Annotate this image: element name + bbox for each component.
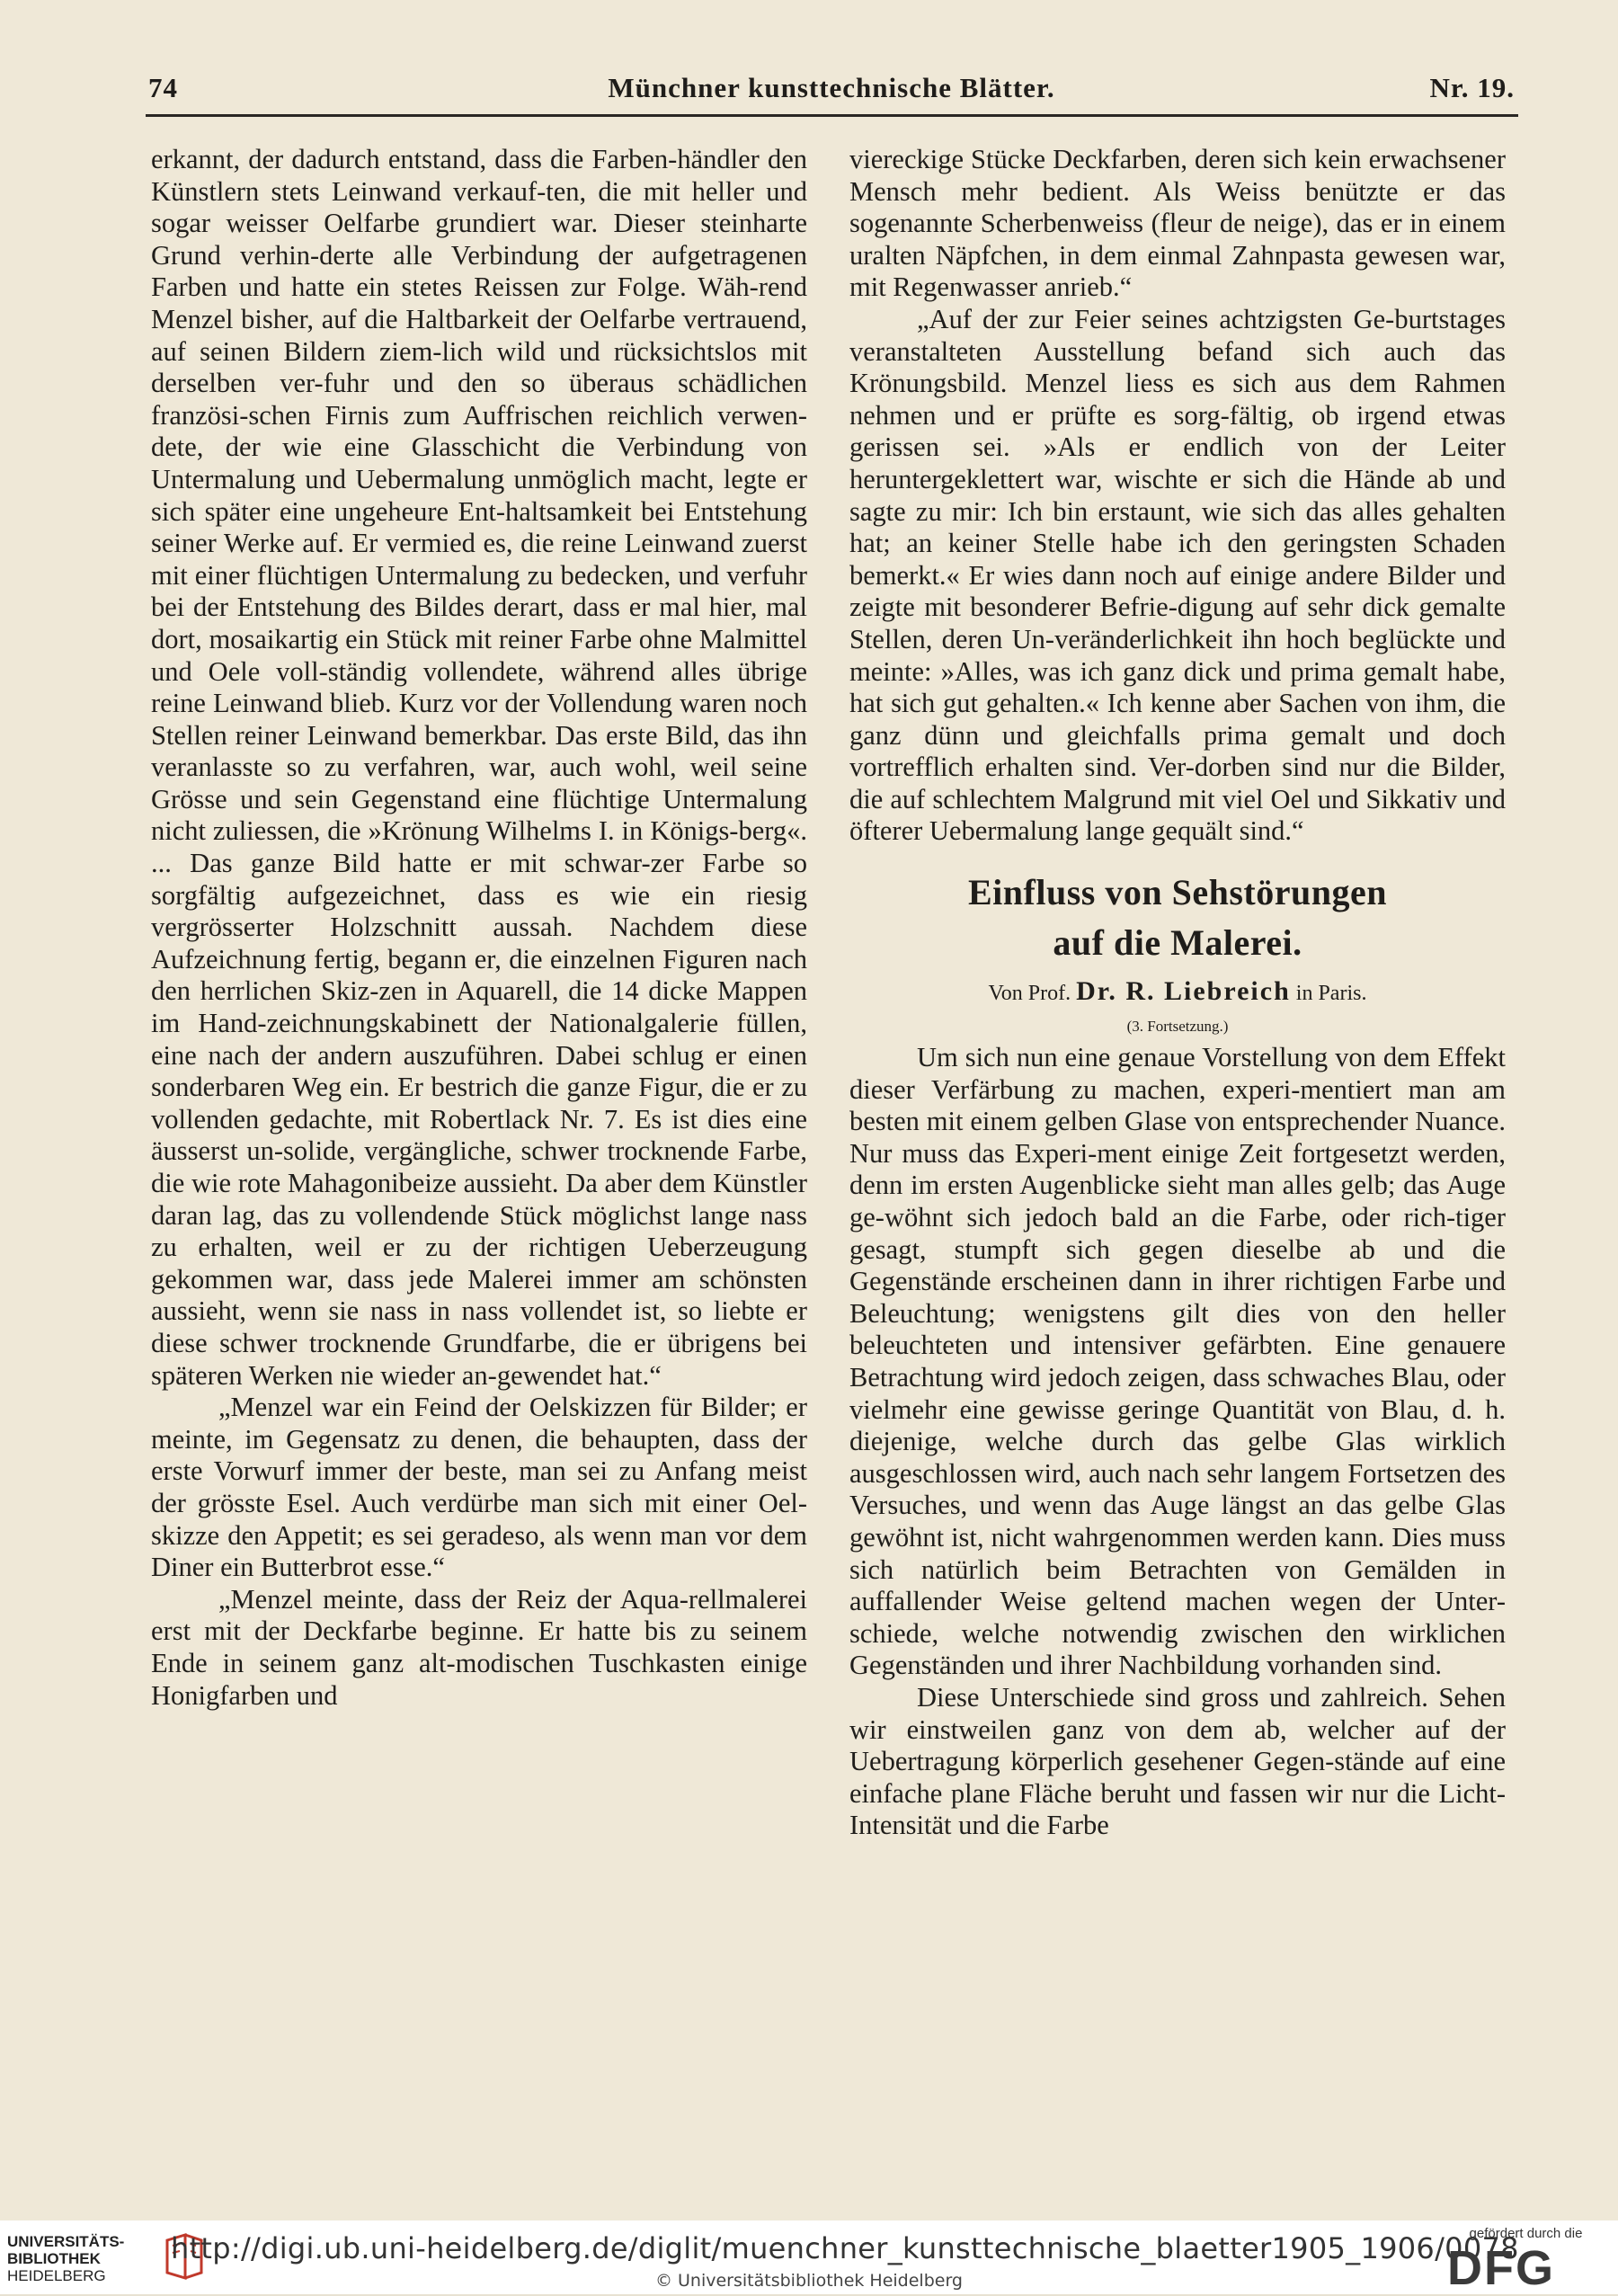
paragraph: „Menzel meinte, dass der Reiz der Aqua-rellmalerei erst mit der Deckfarbe beginne. Er hatte bis zu seinem Ende in seinem ganz alt-modischen Tuschkasten einige Honigfarben und	[151, 1583, 807, 1711]
right-column	[849, 144, 1506, 1842]
journal-title: Münchner kunsttechnische Blätter.	[608, 72, 1055, 103]
digitization-footer	[0, 2220, 1618, 2294]
byline-suffix: in Paris.	[1295, 982, 1367, 1006]
byline	[849, 974, 1506, 1011]
article-title	[849, 868, 1506, 968]
running-head	[148, 72, 1515, 117]
library-name-line: UNIVERSITÄTS-	[7, 2233, 125, 2250]
copyright-notice: © Universitätsbibliothek Heidelberg	[654, 2271, 963, 2291]
article-title-line: Einfluss von Sehstörungen	[968, 872, 1387, 913]
paragraph: Um sich nun eine genaue Vorstellung von dem Effekt dieser Verfärbung zu machen, experi-mentiert man am besten mit einem gelben Glase von entsprechender Nuance. Nur muss das Experi-ment einige Zeit fortgesetzt werden, denn im ersten Augenblicke sieht man alles gelb; das Auge ge-wöhnt sich jedoch bald an die Farbe, oder rich-tiger gesagt, stumpft sich gegen dieselbe ab und die Gegenstände erscheinen dann in ihrer richtigen Farbe und Beleuchtung; wenigstens gilt dies von den heller beleuchteten und intensiver gefärbten. Eine genauere Betrachtung wird jedoch zeigen, dass schwaches Blau, oder vielmehr eine gewisse geringe Quantität von Blau, d. h. diejenige, welche durch das gelbe Glas wirklich ausgeschlossen wird, auch nach sehr langem Fortsetzen des Versuches, und wenn das Auge längst an das gelbe Glas gewöhnt ist, nicht wahrgenommen werden kann. Dies muss sich natürlich beim Betrachten von Gemälden in auffallender Weise geltend machen wegen der Unter-schiede, welche notwendig zwischen den wirklichen Gegenständen und ihrer Nachbildung vorhanden sind.	[849, 1042, 1506, 1681]
paragraph: erkannt, der dadurch entstand, dass die Farben-händler den Künstlern stets Leinwand verkauf-ten, die mit heller und sogar weisser Oelfarbe grundiert war. Dieser steinharte Grund verhin-derte alle Verbindung der aufgetragenen Farben und hatte ein stetes Reissen zur Folge. Wäh-rend Menzel bisher, auf die Haltbarkeit der Oelfarbe vertrauend, auf seinen Bildern ziem-lich wild und rücksichtslos mit derselben ver-fuhr und den so überaus schädlichen französi-schen Firnis zum Auffrischen reichlich verwen-dete, der wie eine Glasschicht die Verbindung von Untermalung und Uebermalung unmöglich macht, legte er sich später eine ungeheure Ent-haltsamkeit bei Entstehung seiner Werke auf. Er vermied es, die reine Leinwand zuerst mit einer flüchtigen Untermalung zu bedecken, und verfuhr bei der Entstehung des Bildes derart, dass er mal hier, mal dort, mosaikartig ein Stück mit reiner Farbe ohne Malmittel und Oele voll-ständig vollendete, während alles übrige reine Leinwand blieb. Kurz vor der Vollendung waren noch Stellen reiner Leinwand bemerkbar. Das erste Bild, das ihn veranlasste so zu verfahren, war, auch wohl, weil seine Grösse und sein Gegenstand eine flüchtige Untermalung nicht zuliessen, die »Krönung Wilhelms I. in Königs-berg«. ... Das ganze Bild hatte er mit schwar-zer Farbe so sorgfältig aufgezeichnet, dass es wie ein riesig vergrösserter Holzschnitt aussah. Nachdem diese Aufzeichnung fertig, begann er, die einzelnen Figuren nach den herrlichen Skiz-zen in Aquarell, die 14 dicke Mappen im Hand-zeichnungskabinett der Nationalgalerie füllen, eine nach der andern auszuführen. Dabei schlug er einen sonderbaren Weg ein. Er bestrich die ganze Figur, die er zu vollenden gedachte, mit Robertlack Nr. 7. Es ist dies eine äusserst un-solide, vergängliche, schwer trocknende Farbe, die wie rote Mahagonibeize aussieht. Da aber dem Künstler daran lag, das zu vollendende Stück möglichst lange nass zu erhalten, weil er zu der richtigen Ueberzeugung gekommen war, dass jede Malerei immer am schönsten aussieht, wenn sie nass in nass vollendet ist, so liebte er diese schwer trocknende Grundfarbe, die er übrigens bei späteren Werken nie wieder an-gewendet hat.“	[151, 144, 807, 1391]
continuation-note: (3. Fortsetzung.)	[1126, 1018, 1229, 1036]
paragraph: viereckige Stücke Deckfarben, deren sich kein erwachsener Mensch mehr bedient. Als Weiss benützte er das sogenannte Scherbenweiss (fleur de neige), das er in einem uralten Näpfchen, in dem einmal Zahnpasta gewesen war, mit Regenwasser anrieb.“	[849, 144, 1506, 303]
article-title-line: auf die Malerei.	[1053, 922, 1302, 964]
paragraph: „Auf der zur Feier seines achtzigsten Ge-burtstages veranstalteten Ausstellung befand sich auch das Krönungsbild. Menzel liess es sich aus dem Rahmen nehmen und er prüfte es sorg-fältig, ob irgend etwas gerissen sei. »Als er endlich von der Leiter heruntergeklettert war, wischte er sich die Hände ab und sagte zu mir: Ich bin erstaunt, wie sich das alles gehalten hat; an keiner Stelle habe ich den geringsten Schaden bemerkt.« Er wies dann noch auf einige andere Bilder und zeigte mit besonderer Befrie-digung auf sehr dick gemalte Stellen, deren Un-veränderlichkeit ihn hoch beglückte und meinte: »Alles, was ich ganz dick und prima gemalt habe, hat sich gut gehalten.« Ich kenne aber Sachen von ihm, die ganz dünn und gleichfalls prima gemalt und doch vortrefflich erhalten sind. Ver-dorben sind nur die Bilder, die auf schlechtem Malgrund mit viel Oel und Sikkativ und öfterer Uebermalung lange gequält sind.“	[849, 303, 1506, 847]
byline-prefix: Von Prof.	[988, 982, 1071, 1006]
header-rule	[146, 114, 1518, 117]
paragraph: „Menzel war ein Feind der Oelskizzen für Bilder; er meinte, im Gegensatz zu denen, die behaupten, dass der erste Vorwurf immer der beste, man sei zu Anfang meist der grösste Esel. Auch verdürbe man sich mit einer Oel-skizze den Appetit; es sei geradeso, als wenn man vor dem Diner ein Butterbrot esse.“	[151, 1392, 807, 1583]
sponsor-text: gefördert durch die	[1469, 2226, 1583, 2241]
page-number: 74	[148, 72, 178, 103]
byline-author: Dr. R. Liebreich	[1076, 976, 1291, 1007]
issue-number: Nr. 19.	[1429, 72, 1515, 103]
library-name-line: BIBLIOTHEK	[7, 2250, 101, 2267]
left-column	[151, 144, 807, 1712]
dfg-logo: DFG	[1447, 2241, 1555, 2295]
paragraph: Diese Unterschiede sind gross und zahlreich. Sehen wir einstweilen ganz von dem ab, welcher auf der Uebertragung körperlich gesehener Gegen-stände auf eine einfache plane Fläche beruht und fassen wir nur die Licht-Intensität und die Farbe	[849, 1681, 1506, 1841]
permalink-url[interactable]: http://digi.ub.uni-heidelberg.de/diglit/muenchner_kunsttechnische_blaetter1905_1906/0078	[171, 2231, 1519, 2265]
dfg-sponsor	[1438, 2226, 1614, 2295]
library-name-line: HEIDELBERG	[7, 2267, 106, 2284]
